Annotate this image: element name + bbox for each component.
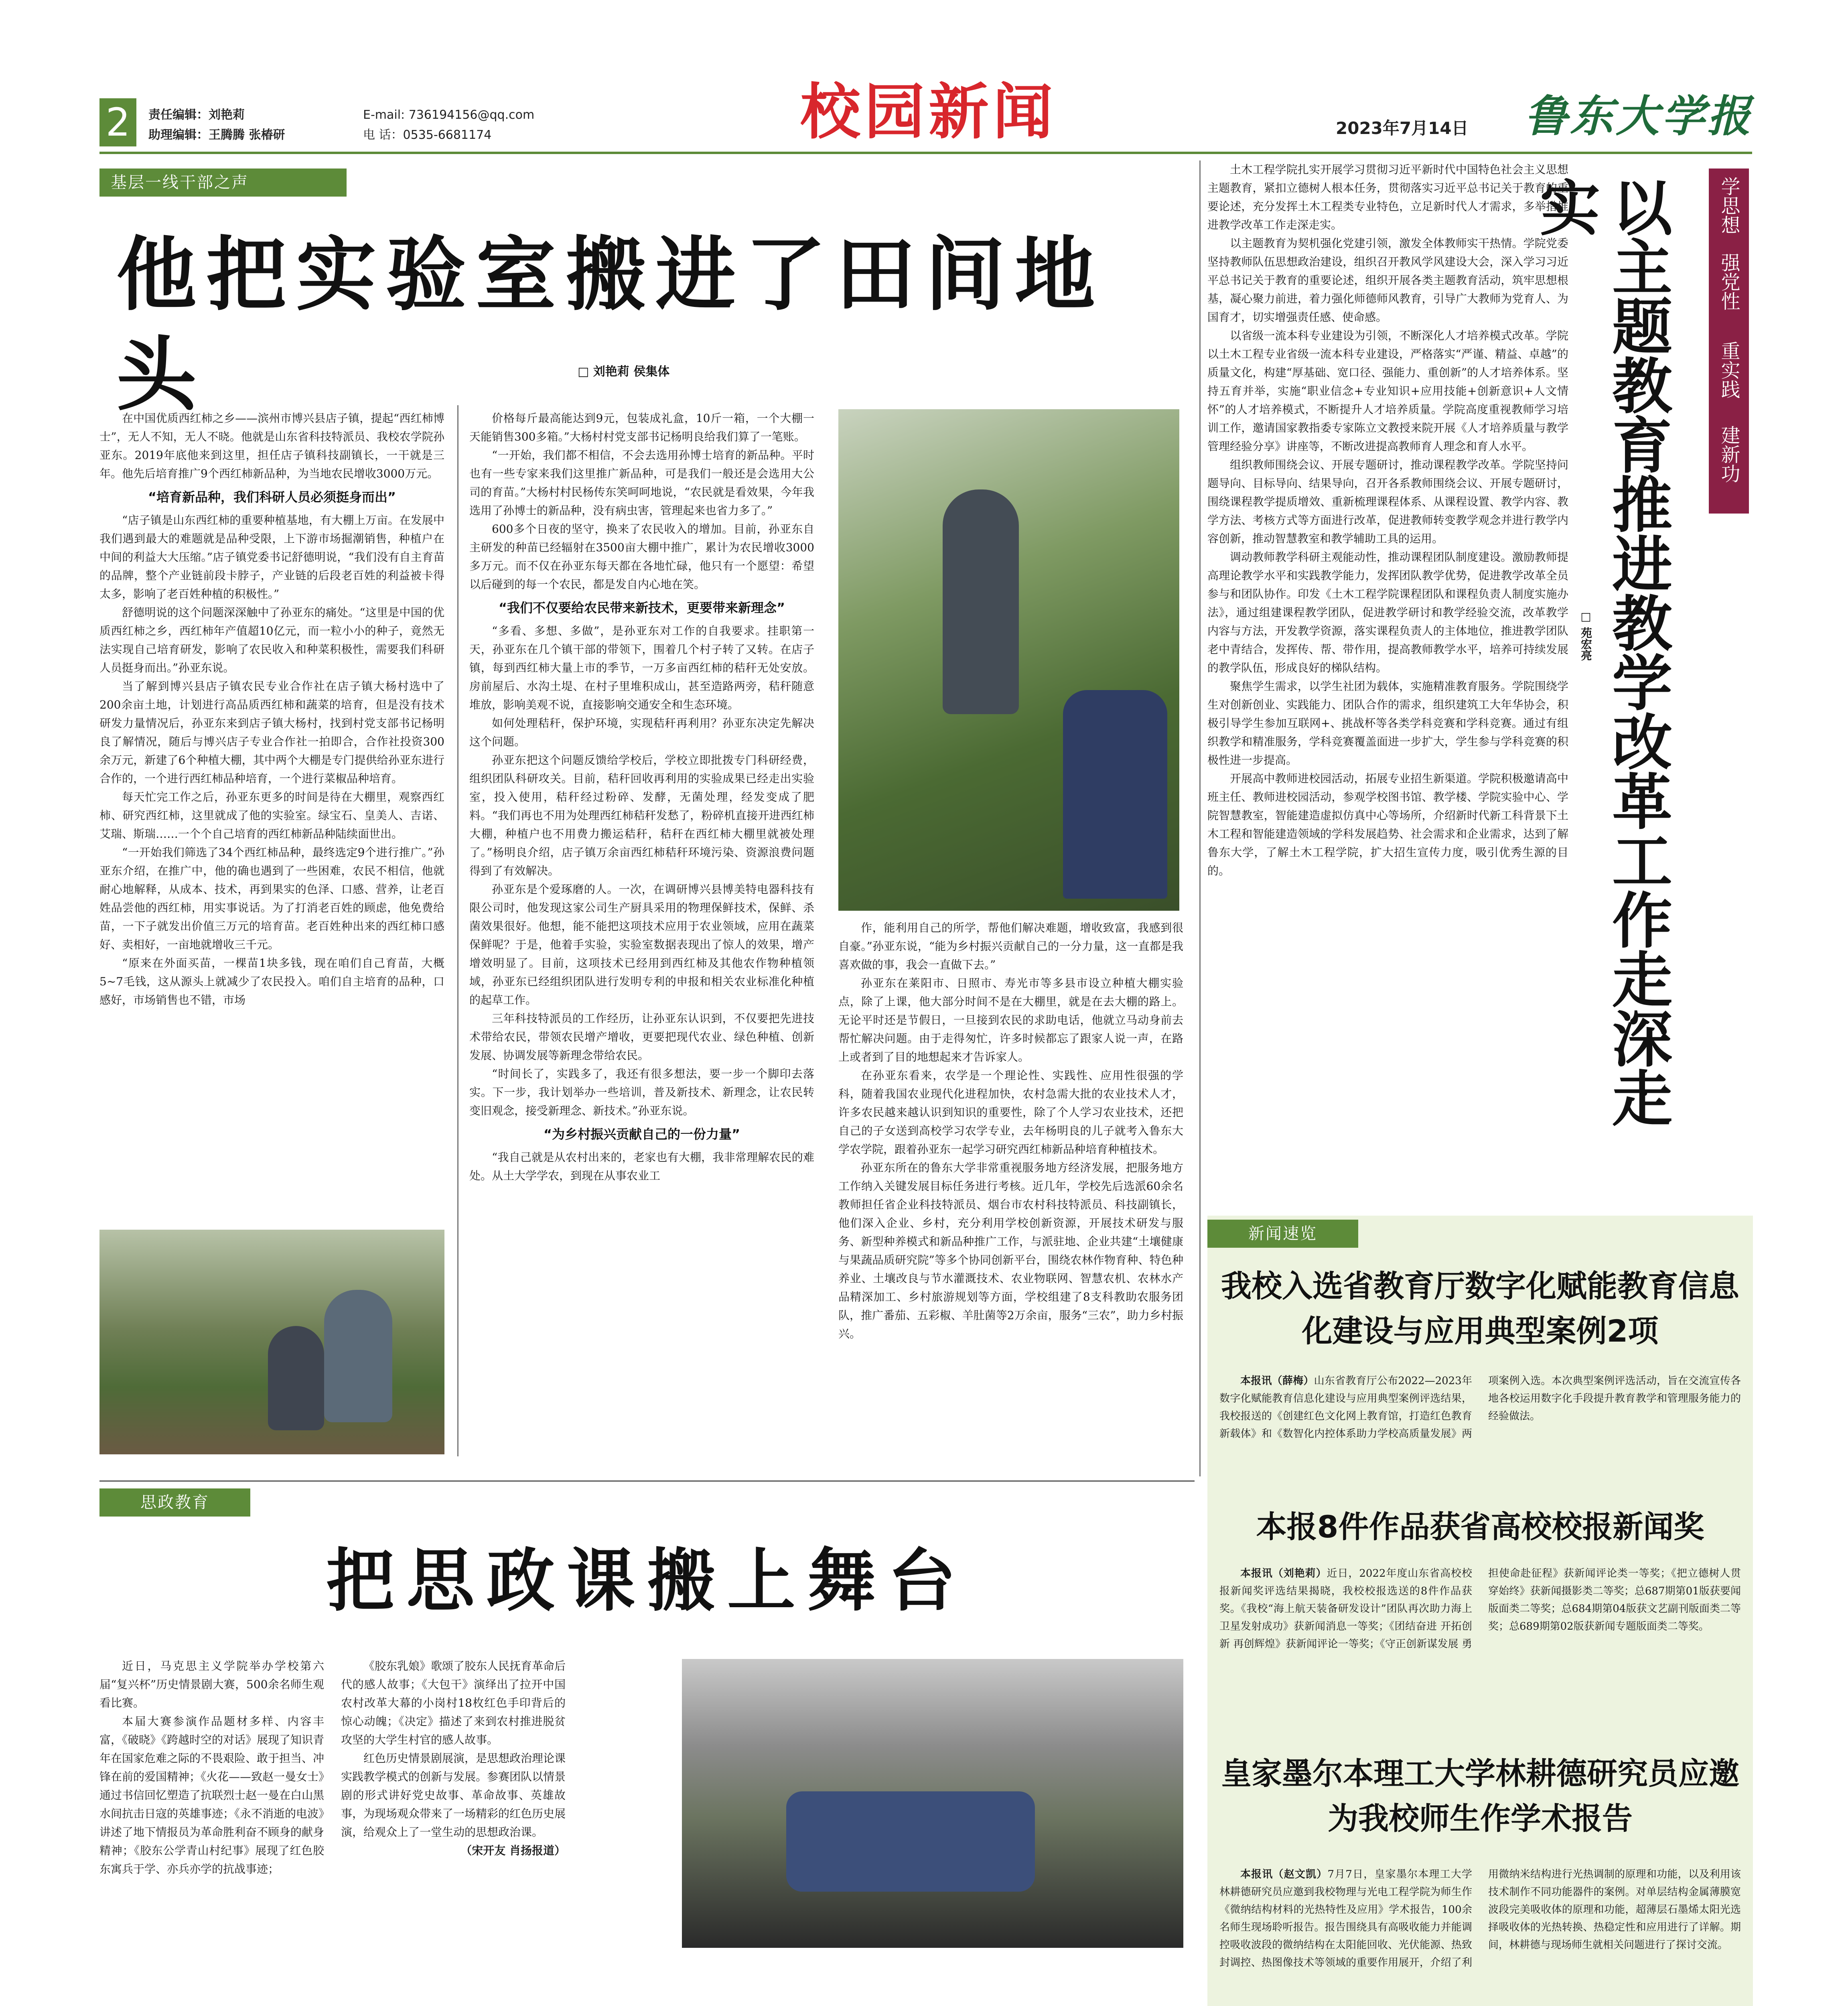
lead-col1-para: 在中国优质西红柿之乡——滨州市博兴县店子镇，提起“西红柿博士”，无人不知，无人不晓。他就是山东省科技特派员、我校农学院孙亚东。2019年底他来到这里，担任店子镇科技副镇长，一干就是三年。他先后培育推广9个西红柿新品种，为当地农民增收3000万元。 xyxy=(99,412,444,480)
column-divider xyxy=(1199,160,1201,1476)
second-column-tag: 思政教育 xyxy=(99,1488,250,1517)
lead-col2-para: “我自己就是从农村出来的，老家也有大棚，我非常理解农民的难处。从土大学学农，到现在从事农业工 xyxy=(469,1151,814,1182)
lead-col2-para: 孙亚东把这个问题反馈给学校后，学校立即批拨专门科研经费，组织团队科研攻关。目前，秸秆回收再利用的实验成果已经走出实验室，投入使用，秸秆经过粉碎、发酵，无菌处理，经发变成了肥料。“我们再也不用为处理西红柿秸秆发愁了，粉碎机直接开进西红柿大棚，种植户也不用费力搬运秸秆，秸秆在西红柿大棚里就被处理了。”杨明良介绍，店子镇万余亩西红柿秸秆环境污染、资源浪费问题得到了有效解决。 xyxy=(469,753,814,877)
side-tag-4: 建新功 xyxy=(1718,425,1740,483)
editor-label: 责任编辑： xyxy=(148,108,209,122)
lead-col2-para: 三年科技特派员的工作经历，让孙亚东认识到，不仅要把先进技术带给农民，带领农民增产增收，更要把现代农业、绿色种植、创新发展、协调发展等新理念带给农民。 xyxy=(469,1012,814,1062)
news-item-lead: 本报讯（薛梅） xyxy=(1240,1375,1314,1387)
page-number: 2 xyxy=(105,100,130,145)
section-title: 校园新闻 xyxy=(800,77,1057,147)
lead-col2-para: 价格每斤最高能达到9元，包装成礼盒，10斤一箱，一个大棚一天能销售300多箱。”大杨村村党支部书记杨明良给我们算了一笔账。 xyxy=(469,412,814,443)
news-item-title: 我校入选省教育厅数字化赋能教育信息化建设与应用典型案例2项 xyxy=(1221,1268,1739,1349)
side-headline: 以主题教育推进教学改革工作走深走实 xyxy=(1530,177,1672,1127)
lead-col1-para: 每天忙完工作之后，孙亚东更多的时间是待在大棚里，观察西红柿、研究西红柿，这里就成了他的实验室。绿宝石、皇美人、吉诺、艾瑞、斯瑞……一个个自己培育的西红柿新品种陆续面世出。 xyxy=(99,790,444,841)
phone-line xyxy=(363,126,491,144)
second-para: 本届大赛参演作品题材多样、内容丰富，《破晓》《跨越时空的对话》展现了知识青年在国家危难之际的不畏艰险、敢于担当、冲锋在前的爱国精神；《火花——致赵一曼女士》通过书信回忆塑造了抗联烈士赵一曼在白山黑水间抗击日寇的英雄事迹；《永不消逝的电波》讲述了地下情报员为革命胜利奋不顾身的献身精神；《胶东公学青山村纪事》展现了红色胶东寓兵于学、亦兵亦学的抗战事迹； xyxy=(99,1715,324,1876)
side-tag-3: 重实践 xyxy=(1718,341,1740,399)
header-rule xyxy=(99,152,1752,154)
lead-subhead-1: “培育新品种，我们科研人员必须挺身而出” xyxy=(148,489,396,505)
lead-col2 xyxy=(469,409,814,1464)
lead-column-tag: 基层一线干部之声 xyxy=(99,169,347,197)
side-para: 组织教师围绕会议、开展专题研讨，推动课程教学改革。学院坚持问题导向、目标导向、结果导向，召开各系教师围绕会议、开展专题研讨，围绕课程教学提质增效、重新梳理课程体系、从课程设置、教学内容、教学方法、考核方式等方面进行改革，促进教师转变教学观念并进行教学内容创新，推动智慧教室和教学辅助工具的运用。 xyxy=(1207,458,1568,545)
lead-headline: 他把实验室搬进了田间地头 xyxy=(116,227,1105,422)
assistant-names: 王腾腾 张椿研 xyxy=(209,128,285,142)
second-col1 xyxy=(99,1657,324,2006)
news-item-body xyxy=(1219,1565,1741,1741)
phone-value: 0535-6681174 xyxy=(403,128,492,142)
lead-col1 xyxy=(99,409,444,1224)
news-item-text: 7月7日，皇家墨尔本理工大学林耕德研究员应邀到我校物理与光电工程学院为师生作《微纳结构材料的光热特性及应用》学术报告，100余名师生现场聆听报告。报告围绕具有高吸收能力并能调控吸收波段的微纳结构在太阳能回收、光伏能源、热致封调控、热图像技术等领域的重要作用展开，介绍了利用微纳米结构进行光热调制的原理和功能，以及利用该技术制作不同功能器件的案例。对单层结构金属薄膜宽波段完美吸收体的原理和功能，超薄层石墨烯太阳光选择吸收体的光热转换、热稳定性和应用进行了详解。期间，林耕德与现场师生就相关问题进行了探讨交流。 xyxy=(1219,1868,1741,1969)
news-item-title: 本报8件作品获省高校校报新闻奖 xyxy=(1256,1509,1704,1545)
lead-col2-para: 600多个日夜的坚守，换来了农民收入的增加。目前，孙亚东自主研发的种苗已经辐射在3500亩大棚中推广，累计为农民增收3000多万元。而不仅在孙亚东每天都在各地忙碌，他只有一个愿望：希望以后碰到的每一个农民，都是发自内心地在笑。 xyxy=(469,522,814,591)
side-para: 土木工程学院扎实开展学习贯彻习近平新时代中国特色社会主义思想主题教育，紧扣立德树人根本任务，贯彻落实习近平总书记关于教育的重要论述，充分发挥土木工程类专业特色，立足新时代人才需求，多举措推进教学改革工作走深走实。 xyxy=(1207,163,1568,231)
editor-line xyxy=(148,106,245,124)
lead-col3-para: 在孙亚东看来，农学是一个理论性、实践性、应用性很强的学科，随着我国农业现代化进程加快，农村急需大批的农业技术人才，许多农民越来越认识到知识的重要性，除了个人学习农业技术，还把自己的子女送到高校学习农学专业，去年杨明良的儿子就考入鲁东大学农学院，跟着孙亚东一起学习研究西红柿新品种培育种植技术。 xyxy=(838,1069,1183,1156)
masthead: 鲁东大学报 xyxy=(1524,91,1753,142)
lead-col1-para: 舒德明说的这个问题深深触中了孙亚东的痛处。“这里是中国的优质西红柿之乡，西红柿年产值超10亿元，而一粒小小的种子，竟然无法实现自己培育研发，影响了农民收入和种菜积极性，需要我们科研人员挺身而出。”孙亚东说。 xyxy=(99,606,444,674)
lead-col1-para: “一开始我们筛选了34个西红柿品种，最终选定9个进行推广。”孙亚东介绍，在推广中，他的确也遇到了一些困难，农民不相信，他就耐心地解释，从成本、技术，再到果实的色泽、口感、营养，让老百姓品尝他的西红柿，用实事说话。为了打消老百姓的顾虑，他免费给苗，一下子就发出价值三万元的培育苗。老百姓种出来的西红柿口感好、卖相好，一亩地就增收三千元。 xyxy=(99,846,444,951)
second-para: 《胶东乳娘》歌颂了胶东人民抚育革命后代的感人故事；《大包干》演绎出了拉开中国农村改革大幕的小岗村18枚红色手印背后的惊心动魄；《决定》描述了来到农村推进脱贫攻坚的大学生村官的感人故事。 xyxy=(341,1659,566,1746)
assistant-line xyxy=(148,126,285,144)
lead-col3-para: 孙亚东所在的鲁东大学非常重视服务地方经济发展，把服务地方工作纳入关键发展目标任务进行考核。近几年，学校先后选派60余名教师担任省企业科技特派员、烟台市农村科技特派员、科技副镇长，他们深入企业、乡村，充分利用学校创新资源，开展技术研发与服务、新型种养模式和新品种推广工作，与派驻地、企业共建“土壤健康与果蔬品质研究院”等多个协同创新平台，围绕农林作物育种、特色种养业、土壤改良与节水灌溉技术、农业物联网、智慧农机、农林水产品精深加工、乡村旅游规划等方面，学校组建了8支科教助农服务团队，推广番茄、五彩椒、羊肚菌等2万余亩，服务“三农”，助力乡村振兴。 xyxy=(838,1161,1183,1340)
lead-col2-para: “时间长了，实践多了，我还有很多想法，要一步一个脚印去落实。下一步，我计划举办一些培训，普及新技术、新理念，让农民转变旧观念，接受新理念、新技术。”孙亚东说。 xyxy=(469,1067,814,1117)
lead-subhead-2: “我们不仅要给农民带来新技术，更要带来新理念” xyxy=(498,600,785,615)
photo-person-shape xyxy=(268,1326,324,1430)
lead-subhead-3: “为乡村振兴贡献自己的一份力量” xyxy=(543,1127,740,1142)
lead-col2-para: “一开始，我们都不相信，不会去选用孙博士培育的新品种。平时也有一些专家来我们这里推广新品种，可是我们一般还是会选用大公司的育苗。”大杨村村民杨传东笑呵呵地说，“农民就是看效果，今年我选用了孙博士的新品种，没有病虫害，管理起来也省力多了。” xyxy=(469,449,814,517)
second-byline: （宋开友 肖扬报道） xyxy=(460,1844,566,1857)
lead-col3-para: 孙亚东在莱阳市、日照市、寿光市等多县市设立种植大棚实验点，除了上课，他大部分时间不是在大棚里，就是在去大棚的路上。无论平时还是节假日，一旦接到农民的求助电话，他就立马动身前去帮忙解决问题。由于走得匆忙，许多时候都忘了跟家人说一声，在路上或者到了目的地想起来才告诉家人。 xyxy=(838,977,1183,1064)
second-para: 红色历史情景剧展演，是思想政治理论课实践教学模式的创新与发展。参赛团队以情景剧的形式讲好党史故事、革命故事、英雄故事，为现场观众带来了一场精彩的红色历史展演，给观众上了一堂生动的思想政治课。 xyxy=(341,1752,566,1839)
lead-col1-para: 当了解到博兴县店子镇农民专业合作社在店子镇大杨村选中了200余亩土地，计划进行高品质西红柿和蔬菜的培育，但是没有技术研发力量情况后，孙亚东来到店子镇大杨村，找到村党支部书记杨明良了解情况，随后与博兴店子专业合作社一拍即合，合作社投资300余万元，新建了6个种植大棚，其中两个大棚是专门提供给孙亚东进行合作的，一个进行西红柿品种培育，一个进行菜椒品种培育。 xyxy=(99,680,444,785)
photo-children-shape xyxy=(1063,690,1167,899)
column-divider xyxy=(457,405,458,1456)
news-item-lead: 本报讯（赵文凯） xyxy=(1240,1868,1328,1880)
side-para: 调动教师教学科研主观能动性，推动课程团队制度建设。激励教师提高理论教学水平和实践教学能力，发挥团队教学优势，促进教学改革全员参与和团队协作。印发《土木工程学院课程团队和课程负责人制度实施办法》，通过组建课程教学团队，促进教学研讨和教学经验交流，改革教学内容与方法，开发教学资源，落实课程负责人的主体地位，推进教学团队老中青结合，发挥传、帮、带作用，提高教师教学水平，培养可持续发展的教学队伍，形成良好的梯队结构。 xyxy=(1207,550,1568,674)
side-para: 以主题教育为契机强化党建引领，激发全体教师实干热情。学院党委坚持教师队伍思想政治建设，组织召开教风学风建设大会，深入学习习近平总书记关于教育的重要论述，组织开展各类主题教育活动，筑牢思想根基，凝心聚力前进，着力强化师德师风教育，引导广大教师为党育人、为国育才，切实增强责任感、使命感。 xyxy=(1207,237,1568,324)
side-para: 以省级一流本科专业建设为引领，不断深化人才培养模式改革。学院以土木工程专业省级一流本科专业建设，严格落实“严谨、精益、卓越”的质量文化，构建“厚基础、宽口径、强能力、重创新”的人才培养体系。坚持五育并举，实施“职业信念+专业知识+应用技能+创新意识+人文情怀”的人才培养模式，不断提升人才培养质量。学院高度重视教师学习培训工作，邀请国家教指委专家陈立文教授来院开展《人才培养质量与教学管理经验分享》讲座等，不断改进提高教师育人理念和育人水平。 xyxy=(1207,329,1568,453)
news-item-text: 山东省教育厅公布2022—2023年数字化赋能教育信息化建设与应用典型案例评选结果，我校报送的《创建红色文化网上教育馆，打造红色教育新载体》和《数智化内控体系助力学校高质量发展》两项案例入选。本次典型案例评选活动，旨在交流宣传各地各校运用数字化手段提升教育教学和管理服务能力的经验做法。 xyxy=(1219,1375,1741,1440)
second-col2 xyxy=(341,1657,566,2006)
assistant-label: 助理编辑： xyxy=(148,128,209,142)
email-label: E-mail: xyxy=(363,108,405,122)
editor-name: 刘艳莉 xyxy=(209,108,245,122)
news-item-text: 近日，2022年度山东省高校校报新闻奖评选结果揭晓，我校校报选送的8件作品获奖。《我校“海上航天装备研发设计”团队再次助力海上卫星发射成功》获新闻消息一等奖；《团结奋进 开拓创新 再创辉煌》获新闻评论一等奖；《守正创新谋发展 勇担使命赴征程》获新闻评论类一等奖；《把立德树人贯穿始终》获新闻摄影类二等奖；总687期第01版获要闻版面类二等奖；总684期第04版获文艺副刊版面类二等奖；总689期第02版获新闻专题版面类二等奖。 xyxy=(1219,1567,1741,1650)
lead-col2-para: 如何处理秸秆，保护环境，实现秸秆再利用？孙亚东决定先解决这个问题。 xyxy=(469,717,814,748)
lead-col3-para: 作，能利用自己的所学，帮他们解决难题，增收致富，我感到很自豪。”孙亚东说，“能为乡村振兴贡献自己的一分力量，这一直都是我喜欢做的事，我会一直做下去。” xyxy=(838,921,1183,971)
lead-byline: □ 刘艳莉 侯集体 xyxy=(578,365,670,379)
section-rule xyxy=(99,1480,1195,1482)
lead-photo-field xyxy=(99,1230,444,1454)
news-brief-tag: 新闻速览 xyxy=(1207,1220,1358,1248)
second-para: 近日，马克思主义学院举办学校第六届“复兴杯”历史情景剧大赛，500余名师生观看比赛。 xyxy=(99,1659,324,1710)
email-line xyxy=(363,106,534,124)
lead-col3 xyxy=(838,919,1183,1464)
news-item-lead: 本报讯（刘艳莉） xyxy=(1240,1567,1327,1580)
side-para: 开展高中教师进校园活动，拓展专业招生新渠道。学院积极邀请高中班主任、教师进校园活动，参观学校图书馆、教学楼、学院实验中心、学院智慧教室，智能建造虚拟仿真中心等场所，介绍新时代新工科背景下土木工程和智能建造领域的学科发展趋势、社会需求和企业需求，达到了解鲁东大学，了解土木工程学院，扩大招生宣传力度，吸引优秀生源的目的。 xyxy=(1207,772,1568,877)
lead-photo-greenhouse xyxy=(838,409,1179,911)
lead-col2-para: “多看、多想、多做”，是孙亚东对工作的自我要求。挂职第一天，孙亚东在几个镇干部的带领下，围着几个村子转了又转。在店子镇，每到西红柿大量上市的季节，一万多亩西红柿的秸秆无处安放。房前屋后、水沟土堤、在村子里堆积成山，甚至造路两旁，秸秆随意堆放，影响美观不说，直接影响交通安全和生态环境。 xyxy=(469,624,814,711)
news-item-body xyxy=(1219,1866,1741,2006)
side-byline: □ 苑宏亮 xyxy=(1579,610,1592,661)
second-headline: 把思政课搬上舞台 xyxy=(326,1541,968,1621)
phone-label: 电 话： xyxy=(363,128,403,142)
side-para: 聚焦学生需求，以学生社团为载体，实施精准教育服务。学院围绕学生对创新创业、实践能力、团队合作的需求，组织建筑工大年华协会，积极引导学生参加互联网+、挑战杯等各类学科竞赛和学科竞赛。通过有组织教学和精准服务，学科竞赛覆盖面进一步扩大，学生参与学科竞赛的积极性进一步提高。 xyxy=(1207,680,1568,767)
issue-date: 2023年7月14日 xyxy=(1336,118,1469,138)
photo-person-shape xyxy=(943,489,1019,714)
lead-col1-para: “原来在外面买苗，一棵苗1块多钱，现在咱们自己育苗，大概5~7毛钱，这从源头上就减少了农民投入。咱们自主培育的品种，口感好，市场销售也不错，市场 xyxy=(99,956,444,1007)
email-value[interactable]: 736194156@qq.com xyxy=(408,108,535,122)
photo-person-shape xyxy=(324,1290,392,1422)
photo-actors-shape xyxy=(786,1791,1035,1892)
lead-col2-para: 孙亚东是个爱琢磨的人。一次，在调研博兴县博美特电器科技有限公司时，他发现这家公司生产厨具采用的物理保鲜技术，保鲜、杀菌效果很好。他想，能不能把这项技术应用于农业领域，应用在蔬菜保鲜呢？于是，他着手实验，实验室数据表现出了惊人的效果，增产增效明显了。目前，这项技术已经用到西红柿及其他农作物种植领域，孙亚东已经组织团队进行发明专利的申报和相关农业标准化种植的起草工作。 xyxy=(469,883,814,1007)
side-tag-1: 学思想 xyxy=(1718,177,1740,234)
news-item-title: 皇家墨尔本理工大学林耕德研究员应邀为我校师生作学术报告 xyxy=(1221,1756,1739,1836)
second-photo-stage xyxy=(682,1659,1183,1948)
lead-col1-para: “店子镇是山东西红柿的重要种植基地，有大棚上万亩。在发展中我们遇到最大的难题就是品种受限，上下游市场掘潮销售，种植户在中间的利益大大压缩。”店子镇党委书记舒德明说，“我们没有自主育苗的品牌，整个产业链前段卡脖子，产业链的后段老百姓的利益被卡得太多，影响了老百姓种植的积极性。” xyxy=(99,514,444,601)
news-item-body xyxy=(1219,1372,1741,1504)
side-tag-2: 强党性 xyxy=(1718,253,1740,311)
